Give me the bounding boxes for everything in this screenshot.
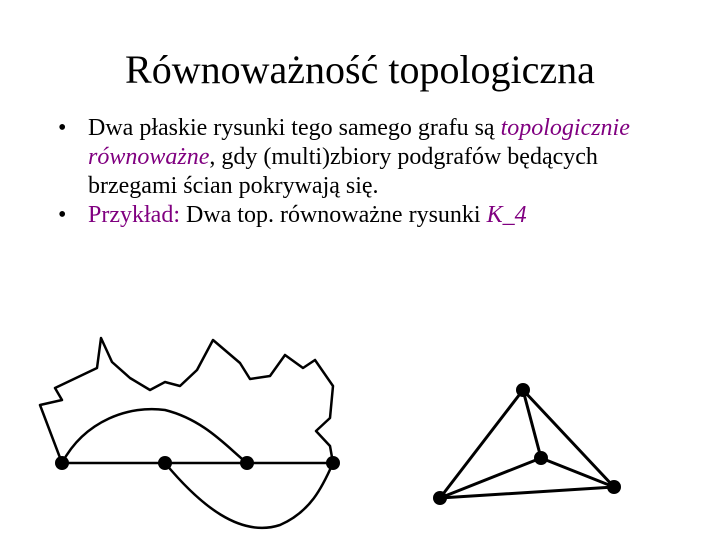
edge xyxy=(541,458,614,487)
vertex xyxy=(433,491,447,505)
bullet-icon: • xyxy=(58,115,67,141)
vertex xyxy=(158,456,172,470)
slide-title: Równoważność topologiczna xyxy=(125,47,595,92)
vertex xyxy=(534,451,548,465)
vertex xyxy=(240,456,254,470)
k4-drawing-triangle xyxy=(433,383,621,505)
edge-arc-upper xyxy=(62,409,247,463)
edge-outer-zigzag xyxy=(40,338,333,463)
example-text: Dwa top. równoważne rysunki xyxy=(179,202,487,228)
definition-term: topologicznie równoważne xyxy=(88,115,630,170)
definition-text-start: Dwa płaskie rysunki tego samego grafu są xyxy=(88,115,495,141)
bullet-icon: • xyxy=(58,202,67,228)
vertex xyxy=(326,456,340,470)
k4-drawing-curvy xyxy=(40,338,340,528)
vertex xyxy=(55,456,69,470)
example-label: Przykład: xyxy=(88,202,180,228)
vertex xyxy=(516,383,530,397)
definition-text-end: , gdy (multi)zbiory podgrafów będących brzegami ścian pokrywają się. xyxy=(88,144,598,199)
vertex xyxy=(607,480,621,494)
edge-arc-lower xyxy=(165,463,333,528)
graph-name: K_4 xyxy=(486,202,527,228)
